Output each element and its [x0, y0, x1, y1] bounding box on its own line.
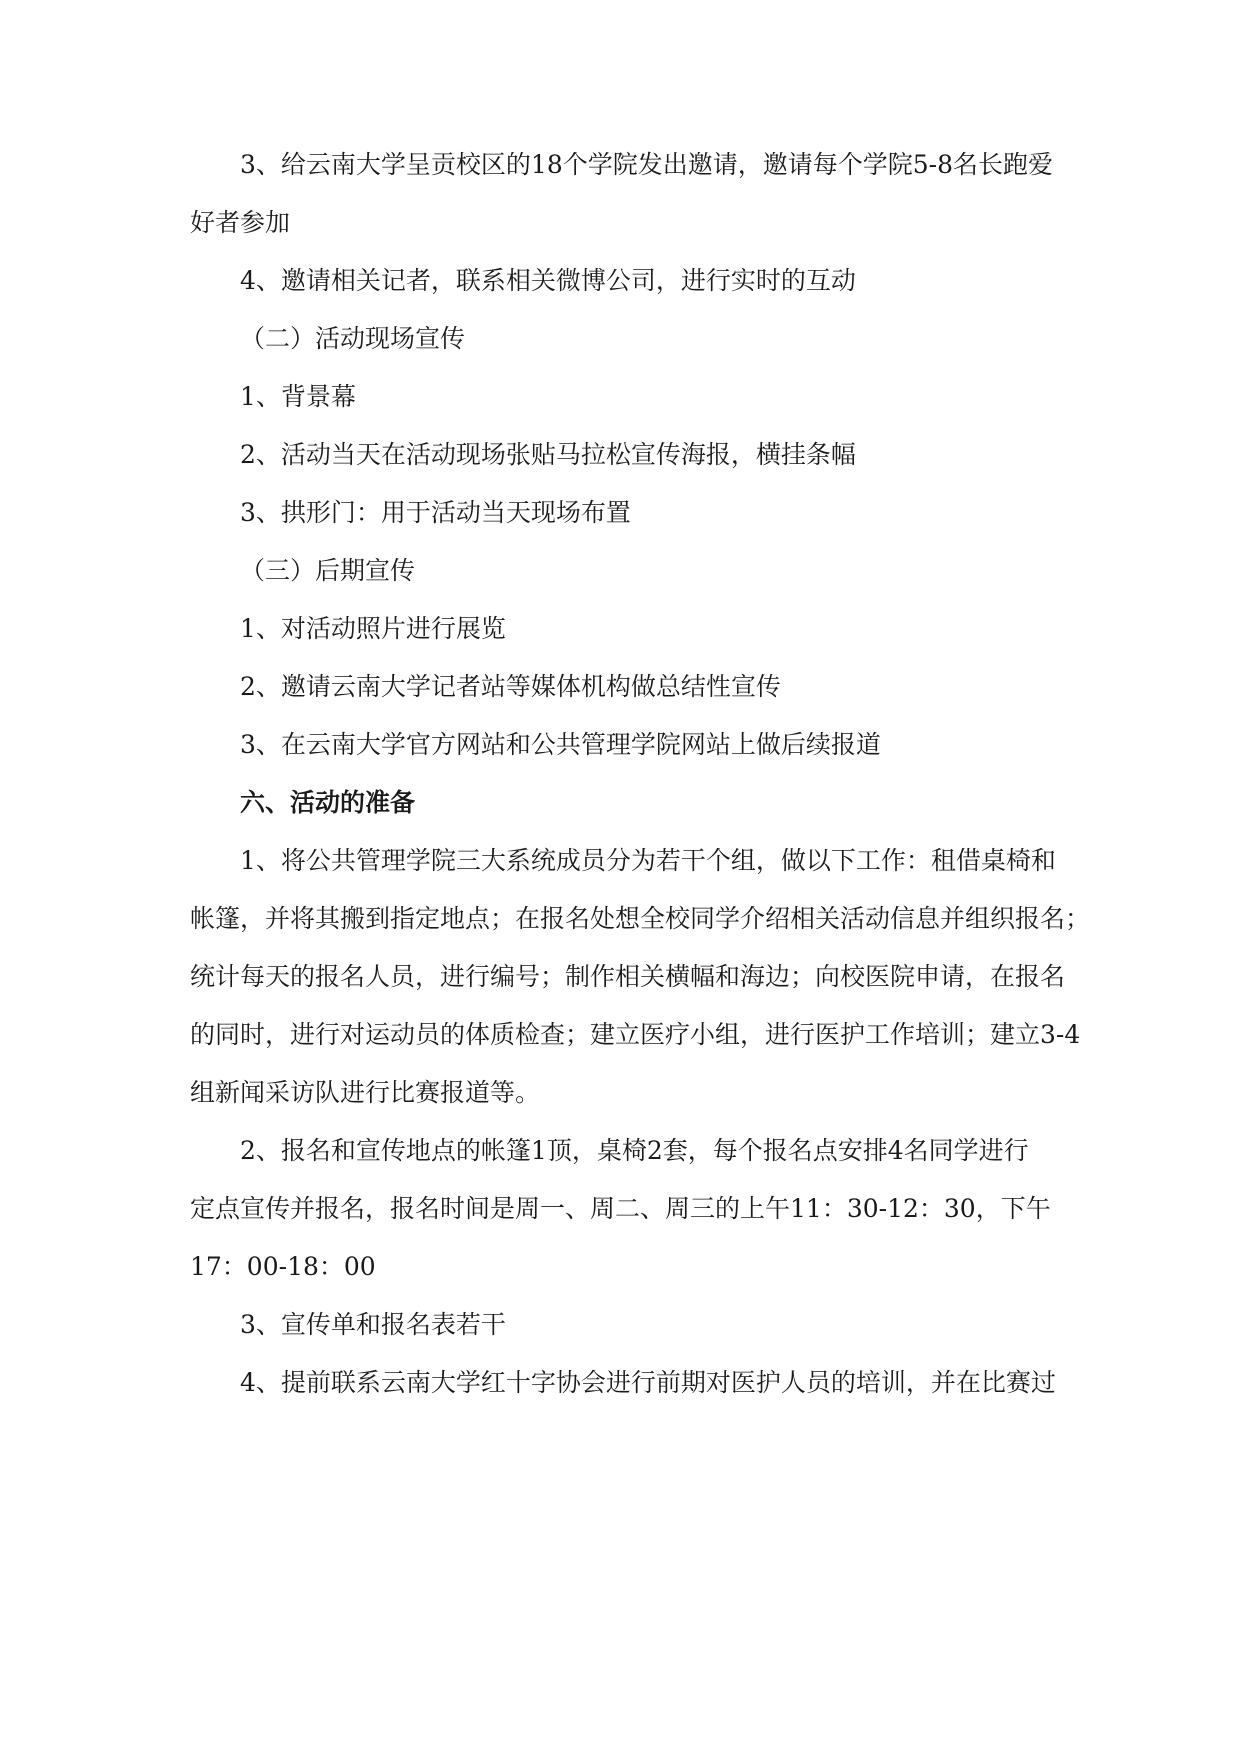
- paragraph-line: 3、拱形门：用于活动当天现场布置: [240, 498, 631, 527]
- paragraph-line: 定点宣传并报名，报名时间是周一、周二、周三的上午11：30-12：30，下午: [190, 1194, 1051, 1223]
- paragraph-line: 的同时，进行对运动员的体质检查；建立医疗小组，进行医护工作培训；建立3-4: [190, 1020, 1081, 1049]
- paragraph-line: 2、报名和宣传地点的帐篷1顶，桌椅2套，每个报名点安排4名同学进行: [240, 1136, 1029, 1165]
- paragraph-line: 3、在云南大学官方网站和公共管理学院网站上做后续报道: [240, 730, 881, 759]
- paragraph-line: 3、给云南大学呈贡校区的18个学院发出邀请，邀请每个学院5-8名长跑爱: [240, 150, 1053, 179]
- paragraph-line: 统计每天的报名人员，进行编号；制作相关横幅和海边；向校医院申请，在报名: [190, 962, 1066, 991]
- paragraph-line: 4、提前联系云南大学红十字协会进行前期对医护人员的培训，并在比赛过: [240, 1368, 1056, 1397]
- section-heading: （二）活动现场宣传: [240, 324, 466, 353]
- paragraph-line: 组新闻采访队进行比赛报道等。: [190, 1078, 541, 1107]
- section-heading: （三）后期宣传: [240, 556, 416, 585]
- paragraph-line: 2、邀请云南大学记者站等媒体机构做总结性宣传: [240, 672, 781, 701]
- paragraph-line: 3、宣传单和报名表若干: [240, 1310, 506, 1339]
- paragraph-line: 1、将公共管理学院三大系统成员分为若干个组，做以下工作：租借桌椅和: [240, 846, 1056, 875]
- paragraph-line: 1、背景幕: [240, 382, 356, 411]
- chapter-heading: 六、活动的准备: [240, 788, 416, 817]
- paragraph-line: 4、邀请相关记者，联系相关微博公司，进行实时的互动: [240, 266, 856, 295]
- paragraph-line: 帐篷，并将其搬到指定地点；在报名处想全校同学介绍相关活动信息并组织报名；: [190, 904, 1091, 933]
- paragraph-line: 2、活动当天在活动现场张贴马拉松宣传海报，横挂条幅: [240, 440, 856, 469]
- paragraph-line: 好者参加: [190, 208, 291, 237]
- paragraph-line: 1、对活动照片进行展览: [240, 614, 506, 643]
- paragraph-line: 17：00-18：00: [190, 1252, 376, 1281]
